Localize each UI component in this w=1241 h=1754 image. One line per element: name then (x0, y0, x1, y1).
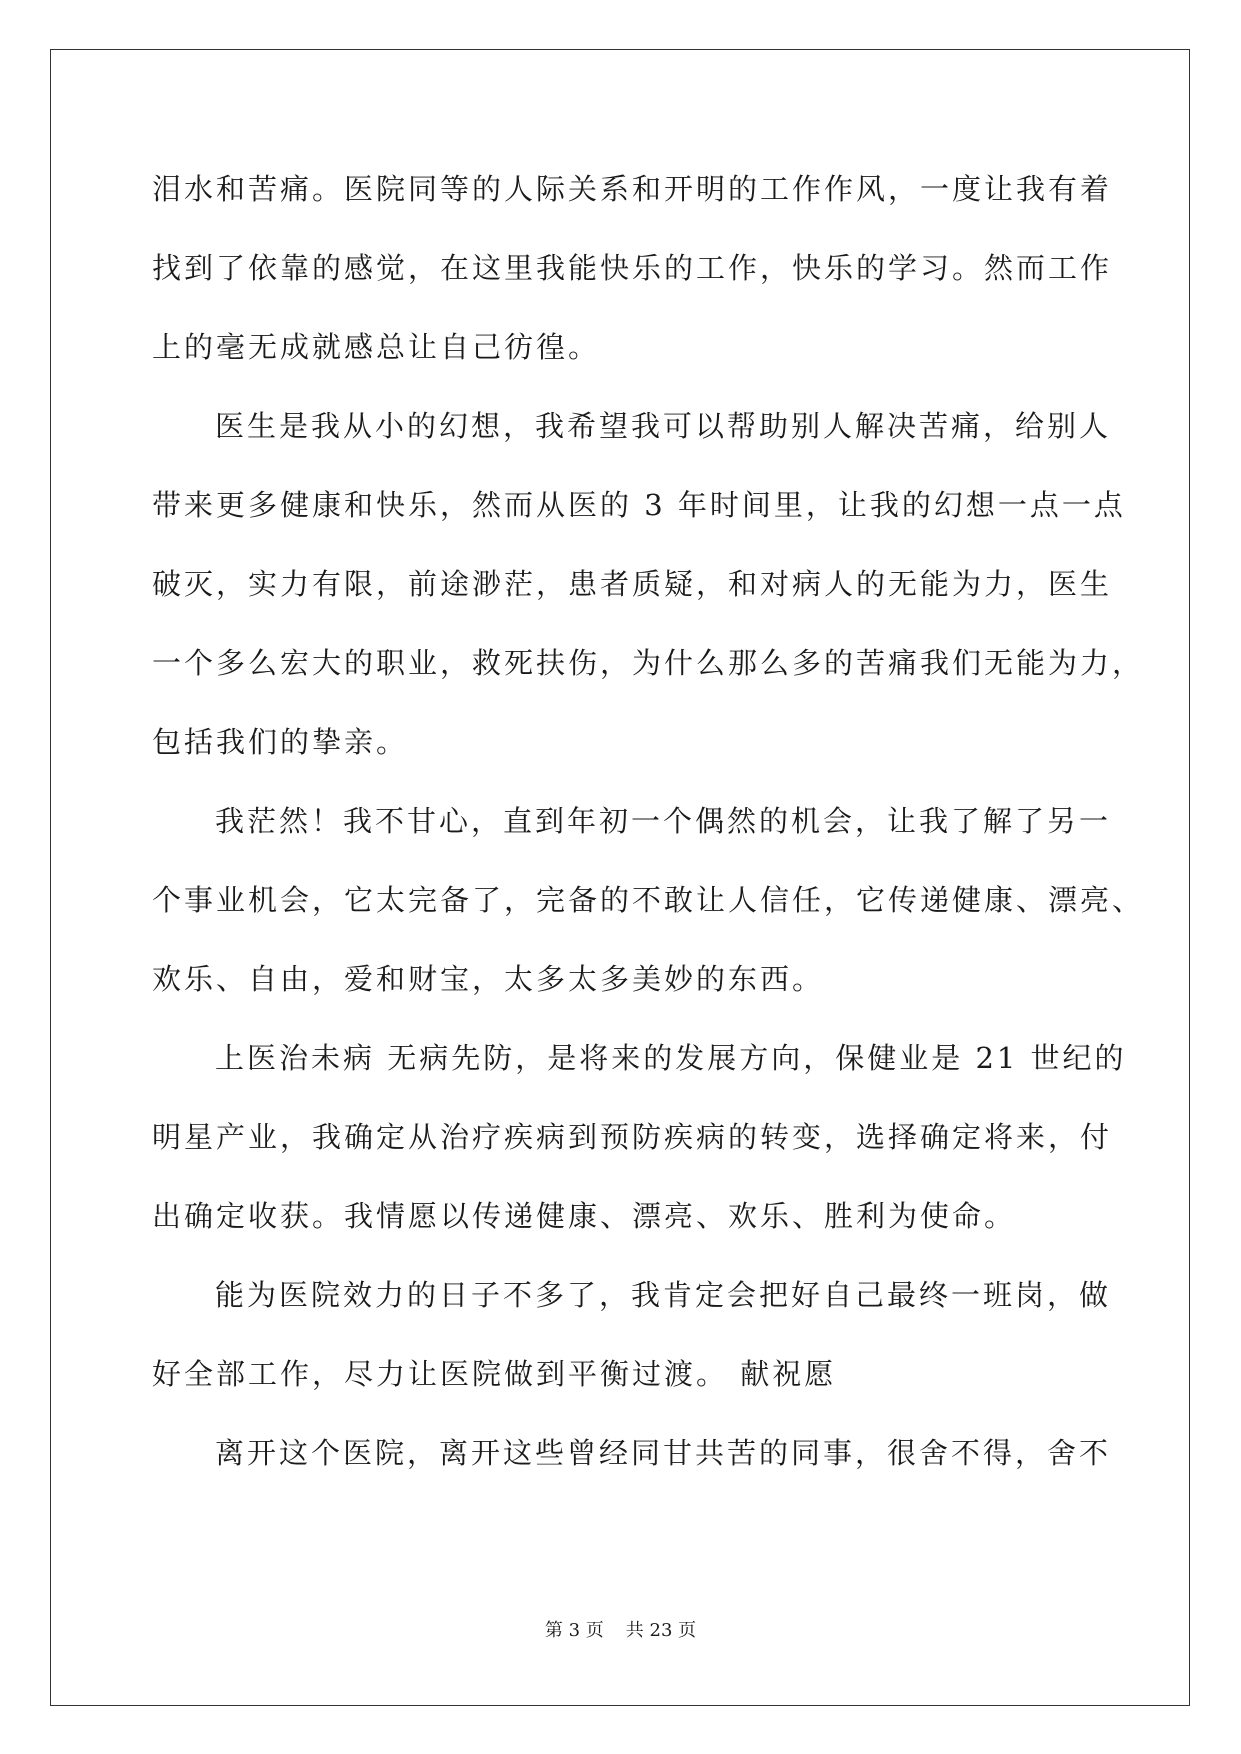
text-line-8: 包括我们的挚亲。 (152, 725, 409, 759)
text-line-13: 明星产业，我确定从治疗疾病到预防疾病的转变，选择确定将来，付 (152, 1120, 1113, 1154)
text-line-16: 好全部工作，尽力让医院做到平衡过渡。 献祝愿 (152, 1357, 837, 1391)
text-line-4: 医生是我从小的幻想，我希望我可以帮助别人解决苦痛，给别人 (215, 409, 1112, 443)
text-line-11: 欢乐、自由，爱和财宝，太多太多美妙的东西。 (152, 962, 825, 996)
text-line-6: 破灭，实力有限，前途渺茫，患者质疑，和对病人的无能为力，医生 (152, 567, 1113, 601)
text-line-10: 个事业机会，它太完备了，完备的不敢让人信任，它传递健康、漂亮、 (152, 883, 1145, 917)
text-line-17: 离开这个医院，离开这些曾经同甘共苦的同事，很舍不得，舍不 (215, 1436, 1112, 1470)
text-line-12: 上医治未病 无病先防，是将来的发展方向，保健业是 21 世纪的 (215, 1041, 1127, 1075)
page-number: 第 3 页 (544, 1620, 604, 1641)
text-line-2: 找到了依靠的感觉，在这里我能快乐的工作，快乐的学习。然而工作 (152, 251, 1113, 285)
text-line-15: 能为医院效力的日子不多了，我肯定会把好自己最终一班岗，做 (215, 1278, 1112, 1312)
text-line-3: 上的毫无成就感总让自己彷徨。 (152, 330, 601, 364)
text-line-14: 出确定收获。我情愿以传递健康、漂亮、欢乐、胜利为使命。 (152, 1199, 1017, 1233)
page-footer (0, 1619, 1241, 1643)
page-total: 共 23 页 (625, 1620, 697, 1641)
text-line-7: 一个多么宏大的职业，救死扶伤，为什么那么多的苦痛我们无能为力， (152, 646, 1145, 680)
text-line-5: 带来更多健康和快乐，然而从医的 3 年时间里，让我的幻想一点一点 (152, 488, 1126, 522)
text-line-1: 泪水和苦痛。医院同等的人际关系和开明的工作作风，一度让我有着 (152, 172, 1113, 206)
text-line-9: 我茫然！我不甘心，直到年初一个偶然的机会，让我了解了另一 (215, 804, 1112, 838)
